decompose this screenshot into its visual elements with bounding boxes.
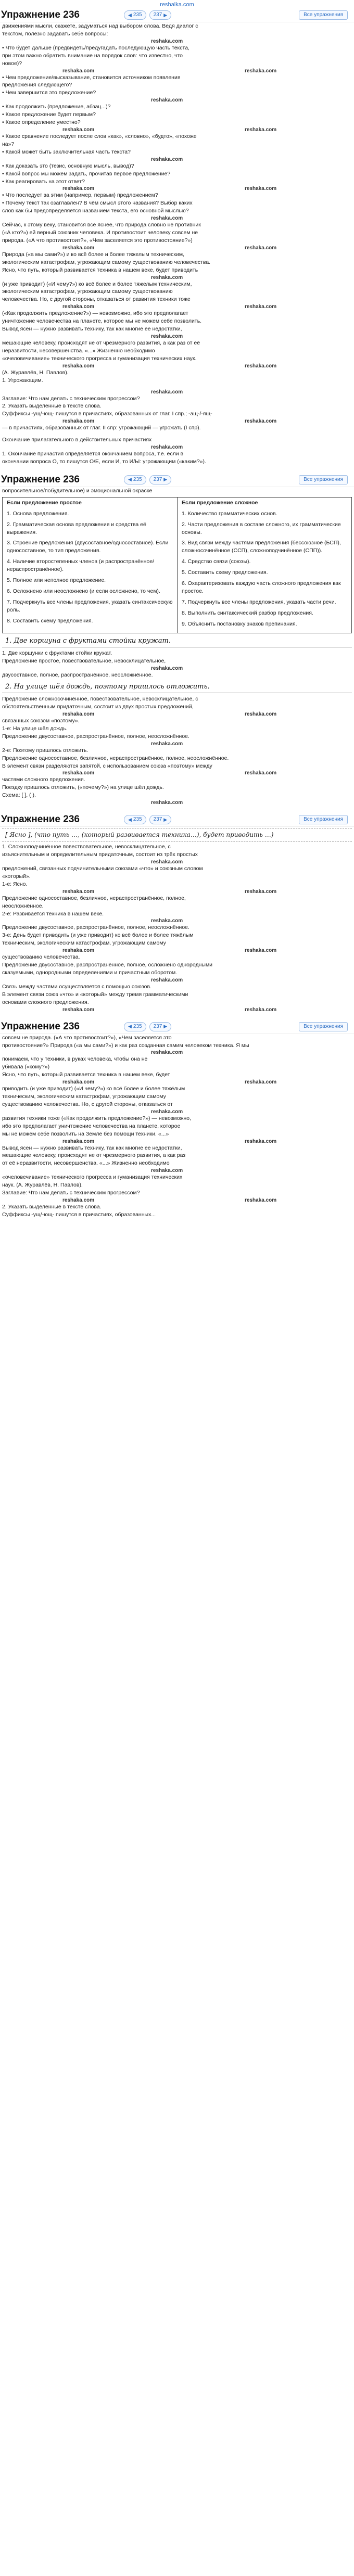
watermark-row: [0, 444, 354, 450]
text-line: техническим, экологическим катастрофам, угрожающим самому: [2, 940, 166, 947]
text-line: Предложение простое, повествовательное, невосклицательное,: [2, 657, 166, 664]
watermark-row: [0, 156, 354, 162]
text-line: 1. Окончание причастия определяется окончанием вопроса, т.е. если в: [2, 451, 184, 457]
watermark-text: reshaka.com: [151, 859, 183, 865]
text-line: мешающие человеку, происходят не от чрезмерного развития, а как раз от её: [2, 340, 200, 346]
table-cell: 6. Осложнено или неосложнено (и если осложнено, то чем).: [7, 588, 160, 594]
watermark-row: [0, 741, 354, 747]
analysis-table: [2, 497, 352, 633]
column-header: Если предложение простое: [7, 499, 82, 506]
watermark-text: reshaka.com: [245, 1006, 277, 1013]
all-exercises-button[interactable]: Все упражнения: [299, 475, 348, 484]
watermark-row: [0, 303, 354, 310]
solution-text-1: [0, 22, 354, 468]
text-line: Предложение односоставное, безличное, нераспространённое, полное, неосложнённое.: [2, 755, 229, 761]
text-line: ибо это предполагает уничтожение человечества на планете, которое: [2, 1123, 181, 1129]
watermark-row: [0, 1006, 354, 1013]
table-cell: 9. Объяснить постановку знаков препинания.: [182, 620, 297, 627]
watermark-text: reshaka.com: [245, 126, 277, 133]
text-line: Связь между частями осуществляется с помощью союзов.: [2, 983, 151, 990]
text-line: 1. Сложноподчинённое повествовательное, невосклицательное, с: [2, 844, 171, 850]
text-line: • Чем предложение/высказывание, становится источником появления: [2, 74, 181, 81]
text-line: слов как бы предопределяется названием текста, его основной мыслью?: [2, 208, 189, 214]
chevron-left-icon: ◀: [128, 12, 132, 18]
text-line: окончании вопроса О, то пишутся О/Е, если И, то И/Ы: угрожающим («каким?»).: [2, 458, 206, 465]
table-cell: 1. Количество грамматических основ.: [182, 510, 277, 517]
watermark-text: reshaka.com: [62, 1197, 95, 1203]
solution-text-3: [0, 843, 354, 1014]
chevron-left-icon: ◀: [128, 477, 132, 482]
text-line: • Какой может быть заключительная часть текста?: [2, 148, 131, 155]
exercise-nav: [124, 10, 171, 20]
text-line: существованию человечества.: [2, 954, 80, 961]
text-line: сказуемыми, однородными определениями и причастным оборотом.: [2, 969, 178, 976]
solution-text-2: [0, 487, 354, 808]
watermark-text: reshaka.com: [245, 1138, 277, 1144]
watermark-row: [0, 97, 354, 103]
watermark-text: reshaka.com: [62, 245, 95, 251]
text-line: Суффиксы -ущ/-ющ- пишутся в причастиях, образованных от глаг. I спр.; -ащ-/-ящ-: [2, 411, 212, 417]
watermark-text: reshaka.com: [151, 1050, 183, 1056]
text-line: («Как продолжить предложение?») — невозможно, ибо это предполагает: [2, 310, 188, 317]
text-line: движениями мысли, скажете, задуматься над выбором слова. Ведя диалог с: [2, 23, 198, 29]
watermark-row: [0, 363, 354, 369]
text-line: • Какое сравнение последует после слов «как», «словно», «будто», «похоже: [2, 133, 197, 139]
table-cell: 1. Основа предложения.: [7, 510, 69, 517]
text-line: Предложение односоставное, безличное, нераспространённое, полное,: [2, 895, 186, 901]
prev-exercise-button[interactable]: ◀ 235: [124, 1022, 146, 1031]
watermark-text: reshaka.com: [62, 1006, 95, 1013]
text-line: Предложение сложносочинённое, повествовательное, невосклицательное, с: [2, 696, 198, 703]
site-link[interactable]: reshalka.com: [160, 2, 194, 8]
text-line: 2. Указать выделенные в тексте слова.: [2, 1204, 102, 1210]
analysis-lines-b: [0, 695, 354, 806]
watermark-text: reshaka.com: [151, 977, 183, 983]
text-line: 2-е: Развивается техника в нашем веке.: [2, 910, 104, 917]
chevron-right-icon: ▶: [163, 12, 168, 18]
chevron-left-icon: ◀: [128, 1024, 132, 1029]
text-line: (и уже приводит) («И чему?») ко всё более и более тяжелым техническим,: [2, 280, 192, 287]
watermark-text: reshaka.com: [245, 418, 277, 425]
text-line: [0, 385, 354, 389]
watermark-row: [0, 38, 354, 44]
text-line: от её неразвитости, несовершенства. «...» Жизненно необходимо: [2, 1160, 170, 1167]
watermark-text: reshaka.com: [62, 770, 95, 776]
handwritten-scheme-1: 1. Две коршуна с фруктами стойки кружат.: [2, 635, 352, 647]
text-line: новое)?: [2, 60, 22, 67]
table-column-simple: [3, 498, 177, 633]
table-cell: 4. Наличие второстепенных членов (и распространённое/нераспространённое).: [7, 558, 155, 573]
watermark-text: reshaka.com: [151, 274, 183, 280]
all-exercises-button[interactable]: Все упражнения: [299, 10, 348, 20]
prev-exercise-button[interactable]: ◀ 235: [124, 475, 146, 484]
text-line: человечества. Но, с другой стороны, отказаться от развития техники тоже: [2, 296, 191, 303]
text-line: экологическим катастрофам, угрожающим самому существованию человечества.: [2, 259, 211, 265]
text-line: основами сложного предложения.: [2, 999, 89, 1005]
text-line: 3-е: День будет приводить (и уже приводит) ко всё более и более тяжёлым: [2, 932, 194, 939]
watermark-row: [0, 859, 354, 865]
text-line: убивала («кому?»): [2, 1064, 50, 1070]
text-line: Вывод ясен — нужно развивать технику, так как многие ее недостатки,: [2, 1144, 182, 1151]
text-line: двусоставное, полное, распространённое, неосложнённое.: [2, 671, 153, 678]
handwritten-scheme-2: 2. На улице шёл дождь, поэтому пришлось отложить.: [2, 681, 352, 693]
text-line: Поездку пришлось отложить, («почему?») на улице шёл дождь.: [2, 784, 164, 791]
chevron-right-icon: ▶: [163, 817, 168, 822]
watermark-text: reshaka.com: [245, 186, 277, 192]
table-cell: 5. Полное или неполное предложение.: [7, 577, 106, 584]
watermark-text: reshaka.com: [151, 38, 183, 44]
text-line: Вывод ясен — нужно развивать технику, так как многие ее недостатки,: [2, 326, 182, 333]
text-line: экологическим катастрофам, угрожающим самому существованию: [2, 288, 173, 295]
watermark-text: reshaka.com: [245, 245, 277, 251]
column-header: Если предложение сложное: [182, 499, 258, 506]
text-line: неразвитости, несовершенства. «...» Жизненно необходимо: [2, 347, 155, 354]
text-line: существованию человечества. Но, с другой стороны, отказаться от: [2, 1101, 173, 1107]
text-line: обстоятельственным придаточным, состоит из двух простых предложений,: [2, 704, 194, 710]
table-cell: 7. Подчеркнуть все члены предложения, указать синтаксическую роль.: [7, 598, 173, 613]
all-exercises-button[interactable]: Все упражнения: [299, 1022, 348, 1031]
watermark-text: reshaka.com: [245, 68, 277, 74]
text-line: («А кто?») ей верный союзник человека. И противостоит человеку совсем не: [2, 229, 198, 236]
watermark-row: [0, 274, 354, 280]
text-line: • Какой вопрос мы можем задать, прочитав первое предложение?: [2, 170, 171, 177]
exercise-title: Упражнение 236: [1, 9, 80, 20]
text-line: на»?: [2, 141, 15, 147]
text-line: • Чем завершится это предложение?: [2, 90, 96, 96]
watermark-row: [0, 185, 354, 192]
text-line: • Что будет дальше (предвидеть/предугадать последующую часть текста,: [2, 44, 189, 51]
text-line: • Как продолжить (предложение, абзац...)?: [2, 104, 111, 110]
text-line: 2. Указать выделенные в тексте слова.: [2, 403, 102, 410]
watermark-text: reshaka.com: [151, 918, 183, 924]
watermark-text: reshaka.com: [245, 770, 277, 776]
prev-exercise-button[interactable]: ◀ 235: [124, 815, 146, 824]
text-line: • Как реагировать на этот ответ?: [2, 178, 85, 185]
next-exercise-button[interactable]: 237 ▶: [149, 475, 172, 484]
text-line: 1-е: На улице шёл дождь.: [2, 725, 68, 732]
table-cell: 3. Строение предложения (двусоставное/односоставное). Если односоставное, то тип предложения.: [7, 540, 169, 554]
exercise-title: Упражнение 236: [1, 1021, 80, 1032]
watermark-text: reshaka.com: [245, 304, 277, 310]
text-line: Ясно, что путь, который развивается техника в нашем веке, будет: [2, 1072, 170, 1078]
watermark-row: [0, 917, 354, 924]
watermark-text: reshaka.com: [62, 186, 95, 192]
table-cell: 6. Охарактеризовать каждую часть сложного предложения как простое.: [182, 580, 341, 594]
watermark-text: reshaka.com: [62, 888, 95, 895]
table-cell: 4. Средство связи (союзы).: [182, 558, 251, 565]
text-line: техническим, экологическим катастрофам, угрожающим самому: [2, 1093, 166, 1100]
watermark-row: [0, 711, 354, 717]
text-line: «который».: [2, 873, 31, 879]
text-line: Схема: [ ], ( ).: [2, 792, 36, 799]
text-line: 1-е: Ясно.: [2, 881, 28, 887]
watermark-text: reshaka.com: [245, 363, 277, 369]
watermark-text: reshaka.com: [62, 711, 95, 717]
table-cell: 8. Составить схему предложения.: [7, 617, 93, 624]
next-exercise-button[interactable]: 237 ▶: [149, 815, 172, 824]
next-exercise-button[interactable]: 237 ▶: [149, 1022, 172, 1031]
text-line: неосложнённое.: [2, 902, 44, 909]
watermark-text: reshaka.com: [62, 363, 95, 369]
watermark-text: reshaka.com: [245, 948, 277, 954]
text-line: Предложение двусоставное, распространённое, полное, осложнено однородными: [2, 962, 213, 968]
watermark-row: [0, 770, 354, 776]
text-line: связанных союзом «поэтому».: [2, 718, 80, 724]
text-line: «очеловечивание» технического прогресса и гуманизация технических: [2, 1174, 183, 1181]
watermark-text: reshaka.com: [62, 1079, 95, 1086]
watermark-text: reshaka.com: [245, 711, 277, 717]
watermark-row: [0, 799, 354, 806]
watermark-row: [0, 977, 354, 983]
watermark-text: reshaka.com: [62, 418, 95, 425]
text-line: Окончание прилагательного в действительных причастиях: [2, 437, 152, 443]
text-line: предложений, связанных подчинительными союзами «что» и союзным словом: [2, 865, 203, 872]
text-line: понимаем, что у техники, в руках человека, чтобы она не: [2, 1056, 148, 1063]
text-line: противостояние?» Природа («а мы сами?») и как раз созданная самим человеком техника. Я мы: [2, 1042, 249, 1049]
watermark-row: [0, 1167, 354, 1174]
text-line: (А. Журавлёв, Н. Павлов).: [2, 369, 69, 376]
prev-exercise-button[interactable]: ◀ 235: [124, 10, 146, 20]
watermark-row: [0, 126, 354, 133]
watermark-row: [0, 888, 354, 895]
all-exercises-button[interactable]: Все упражнения: [299, 815, 348, 824]
watermark-row: [0, 1138, 354, 1144]
watermark-row: [0, 1079, 354, 1085]
text-line: мешающие человеку, происходят не от чрезмерного развития, а как раз: [2, 1152, 186, 1159]
watermark-text: reshaka.com: [62, 68, 95, 74]
text-line: Суффиксы -ущ/-ющ- пишутся в причастиях, образованных...: [2, 1211, 156, 1218]
exercise-nav: [124, 815, 171, 824]
text-line: • Какое предложение будет первым?: [2, 111, 96, 118]
table-cell: 8. Выполнить синтаксический разбор предложения.: [182, 609, 313, 616]
text-line: «очеловечивание» технического прогресса и гуманизация технических наук.: [2, 355, 197, 362]
watermark-text: reshaka.com: [151, 741, 183, 747]
exercise-nav: [124, 475, 171, 484]
text-line: уничтожение человечества на планете, которое мы не можем себе позволить.: [2, 318, 202, 325]
watermark-text: reshaka.com: [62, 948, 95, 954]
text-line: Заглавие: Что нам делать с техническим прогрессом?: [2, 1190, 140, 1196]
watermark-row: [0, 333, 354, 339]
text-line: наук. (А. Журавлёв, Н. Павлов).: [2, 1182, 83, 1189]
text-line: изъяснительным и определительным придаточным, состоит из трёх простых: [2, 851, 198, 858]
table-column-complex: [177, 498, 351, 633]
text-line: при этом важно обратить внимание на порядок слов: что известно, что: [2, 52, 183, 59]
text-line: — в причастиях, образованных от глаг. II спр: угрожающий — угрожать (I спр).: [2, 425, 201, 431]
watermark-row: [0, 245, 354, 251]
watermark-row: [0, 215, 354, 221]
watermark-row: [0, 947, 354, 953]
watermark-text: reshaka.com: [62, 1138, 95, 1144]
chevron-right-icon: ▶: [163, 1024, 168, 1029]
watermark-text: reshaka.com: [151, 665, 183, 671]
text-line: Заглавие: Что нам делать с техническим прогрессом?: [2, 395, 140, 402]
watermark-text: reshaka.com: [151, 334, 183, 339]
text-line: Предложение двусоставное, распространённое, полное, неосложнённое.: [2, 733, 189, 739]
solution-text-4: [0, 1034, 354, 1221]
exercise-title: Упражнение 236: [1, 814, 80, 825]
exercise-nav: [124, 1022, 171, 1031]
watermark-text: reshaka.com: [151, 389, 183, 395]
table-cell: 2. Грамматическая основа предложения и средства её выражения.: [7, 521, 146, 535]
watermark-row: [0, 665, 354, 671]
text-line: Сейчас, к этому веку, становится всё яснее, что природа словно не противник: [2, 222, 201, 228]
watermark-text: reshaka.com: [151, 1168, 183, 1174]
table-cell: 2. Части предложения в составе сложного, их грамматические основы.: [182, 521, 341, 535]
watermark-text: reshaka.com: [151, 215, 183, 222]
handwritten-scheme-3: [ Ясно ], (что путь …, (который развивается техника…), будет приводить …): [2, 828, 352, 842]
exercise-header-3: [0, 813, 354, 827]
watermark-text: reshaka.com: [245, 1079, 277, 1086]
text-line: предложения следующего?: [2, 82, 72, 88]
text-line: [0, 432, 354, 436]
text-line: совсем не природа. («А что противостоит?»), «Чем заселяется это: [2, 1034, 172, 1041]
text-line: 1. Две коршунки с фруктами стойки кружат.: [2, 650, 112, 657]
analysis-lines-a: [0, 649, 354, 679]
watermark-row: [0, 1049, 354, 1055]
text-line: частями сложного предложения.: [2, 776, 85, 783]
watermark-text: reshaka.com: [151, 444, 183, 451]
watermark-text: reshaka.com: [62, 304, 95, 310]
text-line: В элемент связи союз «что» и «который» между тремя грамматическими: [2, 991, 188, 998]
text-line: • Как доказать это (тезис, основную мысль, вывод)?: [2, 162, 134, 169]
text-line: 2-е: Поэтому пришлось отложить.: [2, 747, 88, 754]
watermark-text: reshaka.com: [62, 126, 95, 133]
watermark-text: reshaka.com: [151, 97, 183, 104]
exercise-header-2: [0, 473, 354, 487]
text-line: 1. Угрожающим.: [2, 377, 43, 384]
watermark-row: [0, 1108, 354, 1115]
watermark-row: [0, 418, 354, 424]
text-line: развития техники тоже («Как продолжить предложение?») — невозможно,: [2, 1115, 192, 1121]
chevron-right-icon: ▶: [163, 477, 168, 482]
text-line: • Почему текст так озаглавлен? В чём смысл этого названия? Выбор каких: [2, 200, 193, 207]
next-exercise-button[interactable]: 237 ▶: [149, 10, 172, 20]
exercise-header-1: [0, 8, 354, 22]
text-line: приводить (и уже приводит) («И чему?») ко всё более и более тяжёлым: [2, 1086, 185, 1092]
watermark-row: [0, 1197, 354, 1203]
exercise-header-4: [0, 1020, 354, 1034]
table-cell: 5. Составить схему предложения.: [182, 569, 268, 576]
text-line: Природа («а мы сами?») и ко всё более и более тяжелым техническим,: [2, 251, 185, 258]
watermark-row: [0, 389, 354, 395]
text-line: • Что последует за этим (например, первым) предложением?: [2, 192, 158, 199]
text-line: природа. («А что противостоит?», «Чем заселяется это противостояние?»): [2, 237, 193, 244]
text-line: текстом, полезно задавать себе вопросы:: [2, 30, 108, 37]
watermark-row: [0, 68, 354, 74]
intro-line: вопросительное/побудительное) и эмоциональной окраске: [2, 487, 153, 494]
text-line: Предложение двусоставное, распространённое, полное, неосложнённое.: [2, 924, 189, 931]
text-line: В элемент связи разделяются запятой, с использованием союза «поэтому» между: [2, 762, 212, 769]
watermark-text: reshaka.com: [245, 1197, 277, 1203]
watermark-text: reshaka.com: [151, 1108, 183, 1115]
exercise-title: Упражнение 236: [1, 474, 80, 485]
text-line: мы не можем себе позволить на Земле без помощи техники. «...»: [2, 1130, 169, 1137]
watermark-text: reshaka.com: [151, 800, 183, 806]
table-cell: 7. Подчеркнуть все члены предложения, указать части речи.: [182, 598, 336, 605]
chevron-left-icon: ◀: [128, 817, 132, 822]
text-line: Ясно, что путь, который развивается техника в нашем веке, будет приводить: [2, 266, 198, 273]
table-cell: 3. Вид связи между частями предложения (бессоюзное (БСП), сложносочинённое (ССП), сложноподчинённое (СПП)).: [182, 540, 341, 554]
watermark-text: reshaka.com: [245, 888, 277, 895]
watermark-text: reshaka.com: [151, 156, 183, 162]
text-line: • Какое определение уместно?: [2, 119, 81, 126]
